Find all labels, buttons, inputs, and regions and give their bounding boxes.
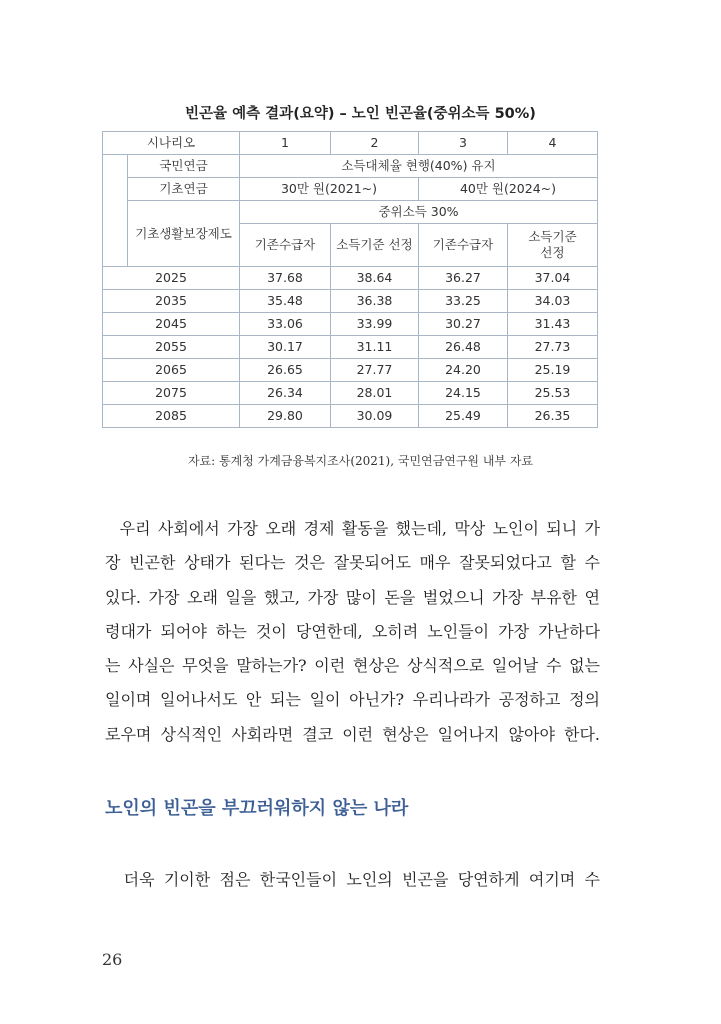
value-cell: 26.65 [240, 359, 331, 382]
basic-pension-value: 40만 원(2024~) [419, 178, 598, 201]
national-pension-label: 국민연금 [128, 155, 240, 178]
paragraph-line: 우리 사회에서 가장 오래 경제 활동을 했는데, 막상 노인이 되니 가 [105, 519, 600, 538]
value-cell: 24.20 [419, 359, 508, 382]
basic-livelihood-label: 기초생활보장제도 [128, 201, 240, 267]
scenario-header-row [103, 132, 598, 155]
paragraph-line: 는 사실은 무엇을 말하는가? 이런 현상은 상식적으로 일어날 수 없는 [105, 656, 600, 676]
value-cell: 38.64 [331, 267, 419, 290]
value-cell: 33.99 [331, 313, 419, 336]
table-source: 자료: 통계청 가계금융복지조사(2021), 국민연금연구원 내부 자료 [187, 454, 534, 468]
sub-header: 소득기준 선정 [508, 224, 598, 267]
value-cell: 25.19 [508, 359, 598, 382]
year-cell: 2065 [103, 359, 240, 382]
value-cell: 34.03 [508, 290, 598, 313]
table-title: 빈곤율 예측 결과(요약) – 노인 빈곤율(중위소득 50%) [185, 106, 536, 122]
scenario-header: 4 [508, 132, 598, 155]
basic-livelihood-row [103, 201, 598, 224]
paragraph-line: 로우며 상식적인 사회라면 결코 이런 현상은 일어나지 않아야 한다. [105, 724, 600, 744]
value-cell: 35.48 [240, 290, 331, 313]
sub-header: 기존수급자 [419, 224, 508, 267]
scenario-label: 시나리오 [103, 132, 240, 155]
value-cell: 30.17 [240, 336, 331, 359]
value-cell: 28.01 [331, 382, 419, 405]
sub-header: 기존수급자 [240, 224, 331, 267]
year-cell: 2055 [103, 336, 240, 359]
value-cell: 25.53 [508, 382, 598, 405]
value-cell: 30.27 [419, 313, 508, 336]
value-cell: 26.35 [508, 405, 598, 428]
value-cell: 30.09 [331, 405, 419, 428]
scenario-header: 2 [331, 132, 419, 155]
value-cell: 26.34 [240, 382, 331, 405]
table-row [103, 336, 598, 359]
page-number: 26 [102, 950, 123, 969]
national-pension-value: 소득대체율 현행(40%) 유지 [240, 155, 598, 178]
value-cell: 33.25 [419, 290, 508, 313]
value-cell: 36.38 [331, 290, 419, 313]
paragraph-line: 더욱 기이한 점은 한국인들이 노인의 빈곤을 당연하게 여기며 수 [105, 870, 600, 889]
value-cell: 36.27 [419, 267, 508, 290]
table-row [103, 382, 598, 405]
value-cell: 31.11 [331, 336, 419, 359]
paragraph-line: 일이며 일어나서도 안 되는 일이 아닌가? 우리나라가 공정하고 정의 [105, 690, 600, 710]
value-cell: 27.77 [331, 359, 419, 382]
table-row [103, 405, 598, 428]
scenario-header: 3 [419, 132, 508, 155]
year-cell: 2025 [103, 267, 240, 290]
basic-pension-row [103, 178, 598, 201]
value-cell: 37.68 [240, 267, 331, 290]
indent-spacer [103, 155, 128, 267]
national-pension-row [103, 155, 598, 178]
table-row [103, 359, 598, 382]
value-cell: 37.04 [508, 267, 598, 290]
table-row [103, 267, 598, 290]
poverty-rate-table [102, 131, 598, 428]
paragraph [105, 512, 600, 752]
year-cell: 2035 [103, 290, 240, 313]
value-cell: 33.06 [240, 313, 331, 336]
value-cell: 26.48 [419, 336, 508, 359]
year-cell: 2045 [103, 313, 240, 336]
year-cell: 2085 [103, 405, 240, 428]
table-row [103, 290, 598, 313]
value-cell: 25.49 [419, 405, 508, 428]
year-cell: 2075 [103, 382, 240, 405]
basic-livelihood-value: 중위소득 30% [240, 201, 598, 224]
value-cell: 31.43 [508, 313, 598, 336]
value-cell: 27.73 [508, 336, 598, 359]
table-row [103, 313, 598, 336]
basic-pension-label: 기초연금 [128, 178, 240, 201]
basic-pension-value: 30만 원(2021~) [240, 178, 419, 201]
paragraph-line: 장 빈곤한 상태가 된다는 것은 잘못되어도 매우 잘못되었다고 할 수 [105, 553, 600, 573]
paragraph-line: 있다. 가장 오래 일을 했고, 가장 많이 돈을 벌었으니 가장 부유한 연 [105, 587, 600, 607]
value-cell: 29.80 [240, 405, 331, 428]
sub-header: 소득기준 선정 [331, 224, 419, 267]
value-cell: 24.15 [419, 382, 508, 405]
section-heading: 노인의 빈곤을 부끄러워하지 않는 나라 [105, 798, 409, 819]
scenario-header: 1 [240, 132, 331, 155]
paragraph-line: 령대가 되어야 하는 것이 당연한데, 오히려 노인들이 가장 가난하다 [105, 621, 600, 641]
